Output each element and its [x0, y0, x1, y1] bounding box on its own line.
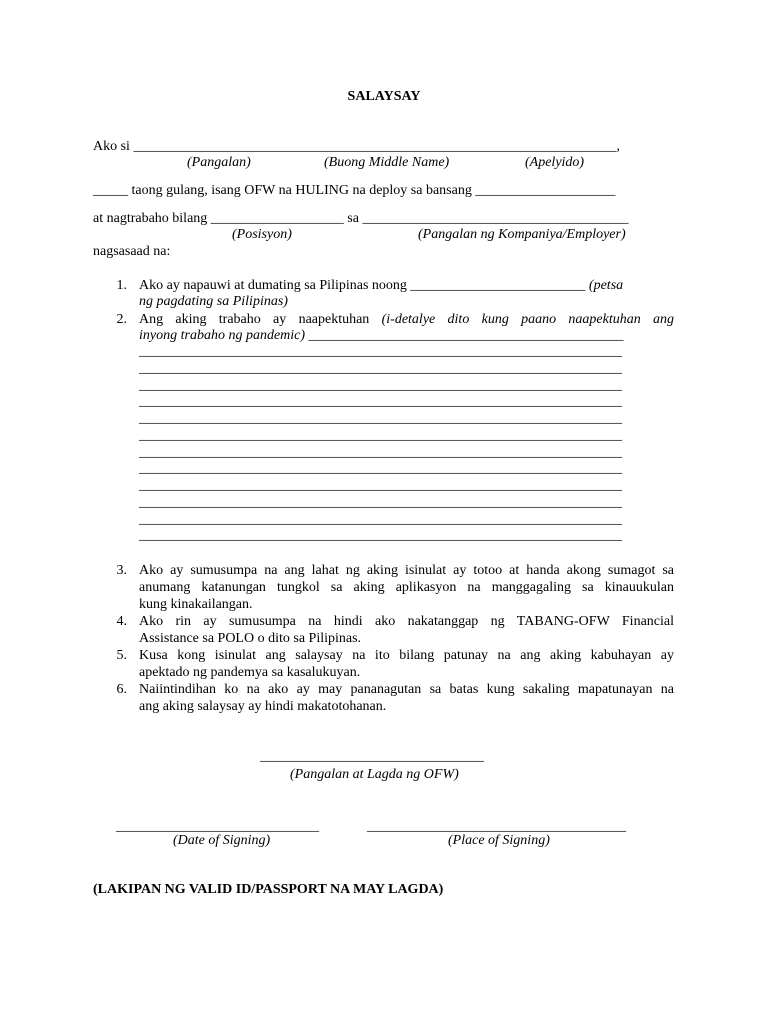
intro-name-prefix: Ako si — [93, 139, 130, 154]
hint-posisyon: (Posisyon) — [232, 227, 292, 242]
item-5-text-1: Kusa kong isinulat ang salaysay na ito bilang patunay na ang aking kabuhayan ay — [139, 648, 674, 663]
item-5-text-2: apektado ng pandemya sa kasalukuyan. — [139, 665, 361, 680]
item-6-text-1: Naiintindihan ko na ako ay may pananagutan sa batas kung sakaling mapatunayan na — [139, 682, 674, 697]
signature-hint: (Pangalan at Lagda ng OFW) — [290, 767, 459, 782]
item-1-hint-cont: ng pagdating sa Pilipinas) — [139, 294, 288, 309]
intro-age-text: taong gulang, isang OFW na HULING na deploy sa bansang — [131, 183, 472, 198]
intro-name-line — [93, 138, 620, 155]
item-number: 3. — [116, 563, 127, 578]
answer-line[interactable]: _____________________________________________________________________ — [139, 394, 622, 410]
place-of-signing-blank[interactable]: _____________________________________ — [367, 819, 626, 834]
item-3-text-1: Ako ay sumusumpa na ang lahat ng aking isinulat ay totoo at handa akong sumagot sa — [139, 563, 674, 578]
item-4-text-2: Assistance sa POLO o dito sa Pilipinas. — [139, 631, 362, 646]
signature-blank[interactable]: ________________________________ — [260, 749, 484, 764]
intro-sa: sa — [347, 211, 359, 226]
item-2-hint: (i-detalye dito kung paano naapektuhan ang — [381, 312, 674, 327]
intro-age-line — [93, 182, 615, 199]
item-2-first-blank[interactable]: _____________________________________________ — [308, 328, 624, 343]
answer-line[interactable]: _____________________________________________________________________ — [139, 444, 622, 460]
item-2-line-2 — [139, 327, 624, 344]
hint-apelyido: (Apelyido) — [525, 155, 585, 170]
intro-work-prefix: at nagtrabaho bilang — [93, 211, 208, 226]
place-of-signing-hint: (Place of Signing) — [448, 833, 550, 848]
answer-lines[interactable] — [139, 344, 622, 545]
intro-work-line — [93, 210, 628, 227]
arrival-date-blank[interactable]: _________________________ — [410, 278, 586, 293]
answer-line[interactable]: _____________________________________________________________________ — [139, 360, 622, 376]
document-title: SALAYSAY — [347, 89, 421, 104]
hint-company: (Pangalan ng Kompaniya/Employer) — [418, 227, 626, 242]
item-3-text-2: anumang katanungan tungkol sa aking aplikasyon na manggagaling sa kinauukulan — [139, 580, 674, 595]
item-number: 1. — [116, 278, 127, 293]
hint-pangalan: (Pangalan) — [187, 155, 251, 170]
country-field-blank[interactable]: ____________________ — [475, 183, 616, 198]
item-number: 6. — [116, 682, 127, 697]
item-6-text-2: ang aking salaysay ay hindi makatotohanan. — [139, 699, 387, 714]
answer-line[interactable]: _____________________________________________________________________ — [139, 478, 622, 493]
answer-line[interactable]: _____________________________________________________________________ — [139, 461, 622, 477]
item-1-text: Ako ay napauwi at dumating sa Pilipinas noong — [139, 278, 407, 293]
item-2-line — [139, 311, 674, 328]
intro-nagsasaad: nagsasaad na: — [93, 244, 171, 259]
item-2-hint-cont: inyong trabaho ng pandemic) — [139, 328, 306, 343]
position-field-blank[interactable]: ___________________ — [210, 211, 344, 226]
answer-line[interactable]: _____________________________________________________________________ — [139, 528, 622, 544]
item-2-text: Ang aking trabaho ay naapektuhan — [139, 312, 370, 327]
answer-line[interactable]: _____________________________________________________________________ — [139, 411, 622, 426]
answer-line[interactable]: _____________________________________________________________________ — [139, 427, 622, 443]
answer-line[interactable]: _____________________________________________________________________ — [139, 494, 622, 510]
date-of-signing-hint: (Date of Signing) — [173, 833, 271, 848]
answer-line[interactable]: _____________________________________________________________________ — [139, 511, 622, 527]
item-number: 2. — [116, 312, 127, 327]
item-1-line — [139, 277, 623, 294]
item-number: 4. — [116, 614, 127, 629]
hint-middle-name: (Buong Middle Name) — [324, 155, 450, 170]
age-field-blank[interactable]: _____ — [93, 183, 128, 198]
answer-line[interactable]: _____________________________________________________________________ — [139, 377, 622, 393]
company-field-blank[interactable]: ______________________________________ — [362, 211, 629, 226]
item-number: 5. — [116, 648, 127, 663]
name-field-blank[interactable]: _____________________________________________________________________, — [133, 139, 620, 154]
item-3-text-3: kung kinakailangan. — [139, 597, 253, 612]
answer-line[interactable]: _____________________________________________________________________ — [139, 344, 622, 359]
item-4-text-1: Ako rin ay sumusumpa na hindi ako nakatanggap ng TABANG-OFW Financial — [139, 614, 674, 629]
attachment-note: (LAKIPAN NG VALID ID/PASSPORT NA MAY LAGDA) — [93, 882, 444, 897]
date-of-signing-blank[interactable]: _____________________________ — [116, 819, 319, 834]
item-1-hint: (petsa — [588, 278, 624, 293]
